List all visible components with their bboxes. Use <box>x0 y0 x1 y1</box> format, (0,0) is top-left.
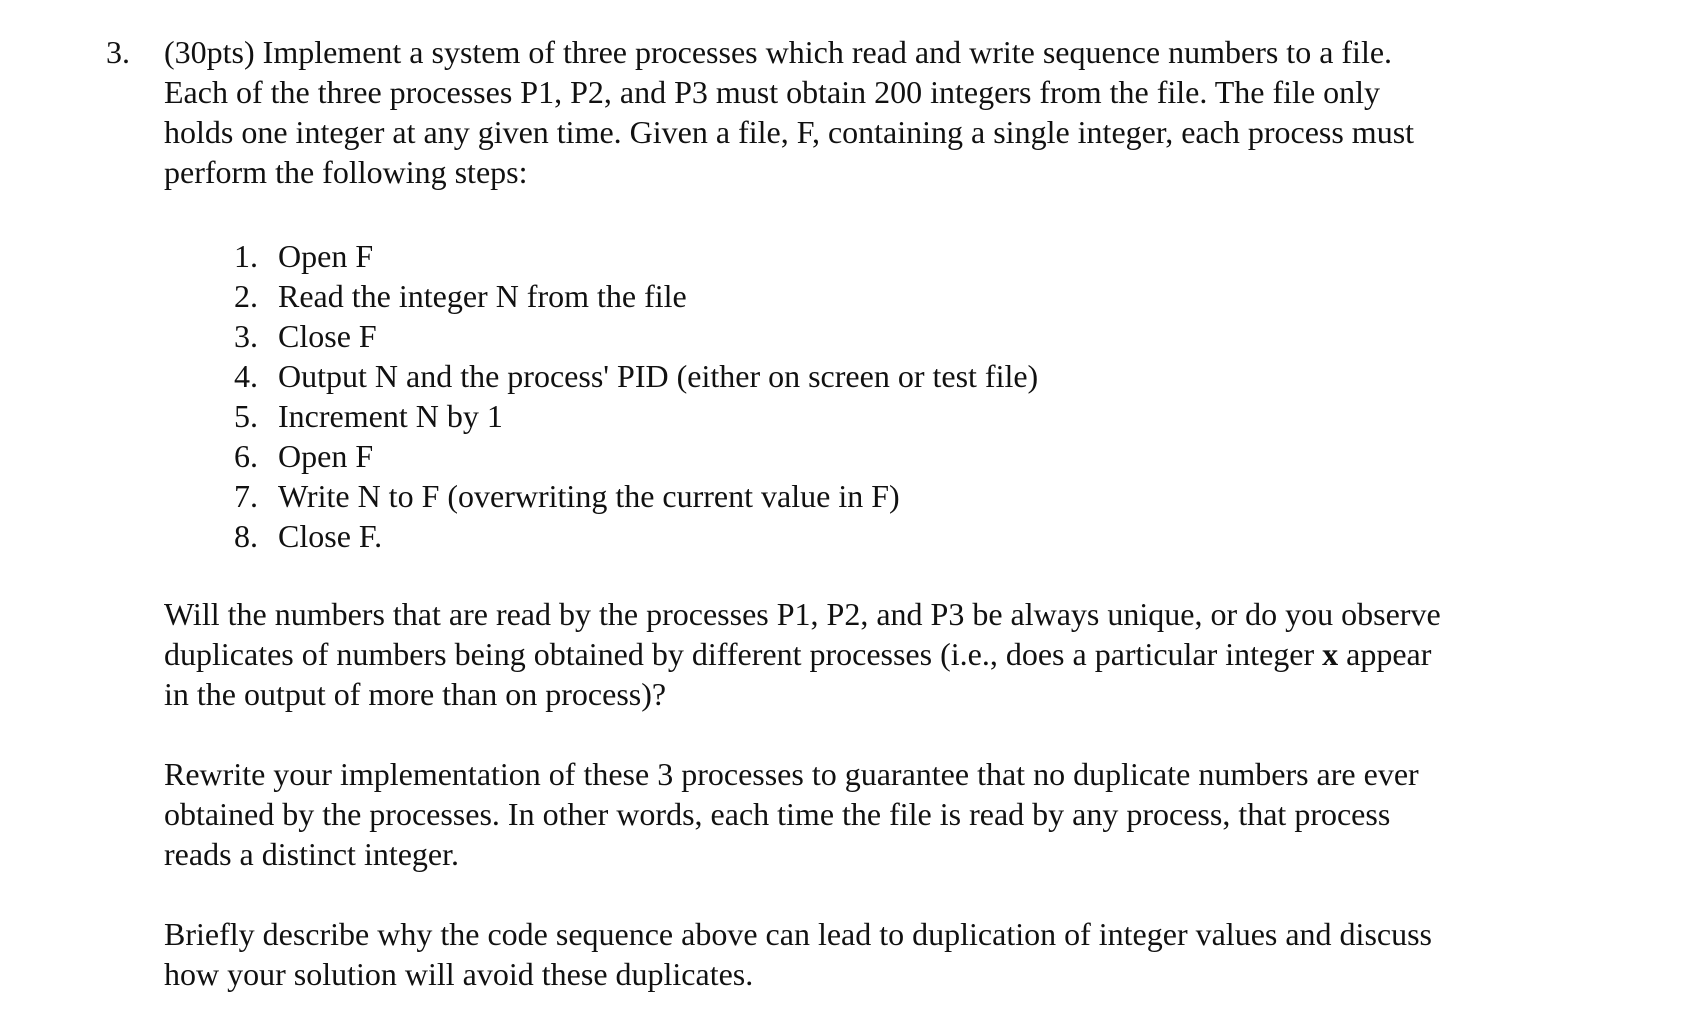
step-number: 2. <box>234 278 258 314</box>
paragraph-line <box>164 634 1441 674</box>
paragraph-line: reads a distinct integer. <box>164 836 460 872</box>
step-text: Open F <box>278 238 374 274</box>
step-number: 5. <box>234 398 258 434</box>
intro-line: Each of the three processes P1, P2, and P3 must obtain 200 integers from the file. The file only <box>164 74 1381 110</box>
steps-list <box>234 236 1038 556</box>
intro-line: (30pts) Implement a system of three processes which read and write sequence numbers to a file. <box>164 34 1393 70</box>
paragraph-line: Will the numbers that are read by the processes P1, P2, and P3 be always unique, or do you observe <box>164 596 1441 632</box>
step-number: 4. <box>234 358 258 394</box>
step-text: Close F <box>278 318 377 354</box>
step-number: 7. <box>234 478 258 514</box>
step-item <box>234 276 1038 316</box>
step-item <box>234 516 1038 556</box>
step-item <box>234 316 1038 356</box>
paragraph-line: obtained by the processes. In other words, each time the file is read by any process, that process <box>164 796 1391 832</box>
uniqueness-question <box>164 594 1441 714</box>
step-text: Output N and the process' PID (either on screen or test file) <box>278 358 1039 394</box>
step-text: Increment N by 1 <box>278 398 503 434</box>
describe-instruction <box>164 914 1432 994</box>
question-intro <box>164 32 1414 192</box>
step-number: 8. <box>234 518 258 554</box>
text-run: appear <box>1338 636 1432 672</box>
step-item <box>234 396 1038 436</box>
step-number: 1. <box>234 238 258 274</box>
paragraph-line: how your solution will avoid these duplicates. <box>164 956 754 992</box>
step-text: Write N to F (overwriting the current value in F) <box>278 478 900 514</box>
step-item <box>234 476 1038 516</box>
step-item <box>234 236 1038 276</box>
step-text: Open F <box>278 438 374 474</box>
step-text: Close F. <box>278 518 383 554</box>
step-number: 3. <box>234 318 258 354</box>
paragraph-line: Rewrite your implementation of these 3 processes to guarantee that no duplicate numbers are ever <box>164 756 1419 792</box>
step-text: Read the integer N from the file <box>278 278 687 314</box>
intro-line: perform the following steps: <box>164 154 528 190</box>
step-item <box>234 436 1038 476</box>
intro-line: holds one integer at any given time. Given a file, F, containing a single integer, each process must <box>164 114 1415 150</box>
paragraph-line: in the output of more than on process)? <box>164 676 667 712</box>
step-number: 6. <box>234 438 258 474</box>
step-item <box>234 356 1038 396</box>
question-number: 3. <box>106 34 130 70</box>
paragraph-line: Briefly describe why the code sequence above can lead to duplication of integer values and discuss <box>164 916 1432 952</box>
rewrite-instruction <box>164 754 1419 874</box>
text-run: duplicates of numbers being obtained by different processes (i.e., does a particular integer <box>164 636 1323 672</box>
bold-variable-x: x <box>1322 636 1339 672</box>
